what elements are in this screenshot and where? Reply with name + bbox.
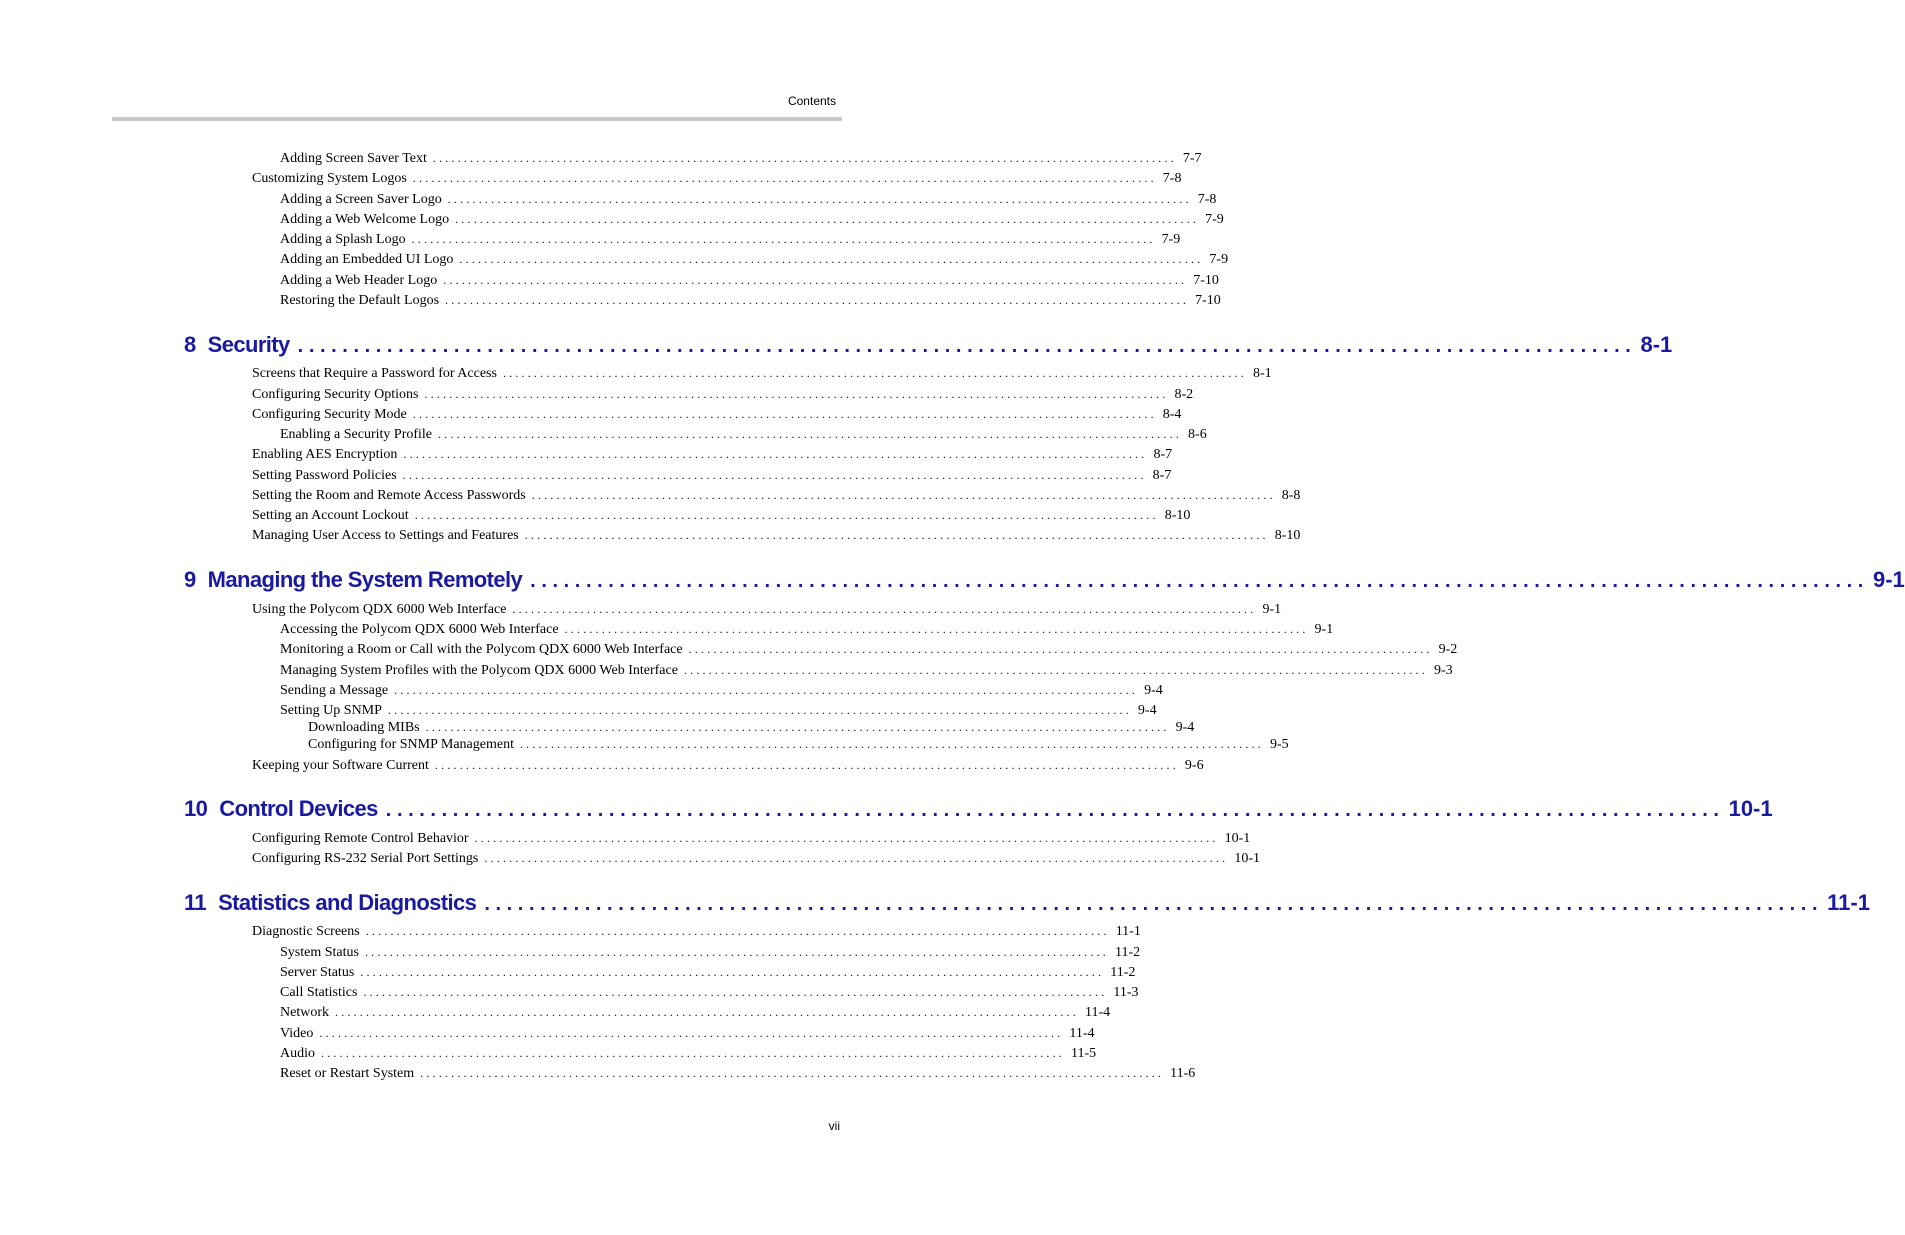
dot-leader: ........................................................................................................................ [438,427,1183,441]
toc-entry-title: Configuring Security Options [252,387,419,402]
toc-entry-page: 9-5 [1269,737,1289,752]
dot-leader: ........................................................................................................................ [297,335,1637,357]
toc-entry[interactable] [252,923,1141,940]
toc-entry-title: Video [280,1026,314,1041]
chapter-heading-10[interactable] [184,796,1773,823]
toc-entry-page: 9-6 [1184,758,1204,773]
toc-entry-title: Configuring Remote Control Behavior [252,831,469,846]
dot-leader: ........................................................................................................................ [519,737,1264,751]
dot-leader: ........................................................................................................................ [363,985,1108,999]
toc-entry-title: Restoring the Default Logos [280,293,440,308]
toc-entry-title: Managing System Profiles with the Polycom QDX 6000 Web Interface [280,663,678,678]
dot-leader: ........................................................................................................................ [364,945,1109,959]
dot-leader: ........................................................................................................................ [414,508,1159,522]
toc-entry-title: Setting an Account Lockout [252,508,409,523]
toc-entry-title: Customizing System Logos [252,171,407,186]
dot-leader: ........................................................................................................................ [443,273,1188,287]
toc-entry[interactable] [280,251,1229,268]
dot-leader: ........................................................................................................................ [365,924,1110,938]
chapter-title: Statistics and Diagnostics [218,890,477,915]
toc-entry-title: Adding a Splash Logo [280,232,406,247]
dot-leader: ........................................................................................................................ [411,232,1156,246]
chapter-title: Managing the System Remotely [207,567,523,592]
dot-leader: ........................................................................................................................ [385,799,1725,821]
toc-entry-page: 7-9 [1161,232,1181,247]
toc-entry[interactable] [252,850,1261,867]
toc-entry-title: Configuring RS-232 Serial Port Settings [252,851,479,866]
toc-entry[interactable] [280,191,1217,208]
toc-entry-page: 8-10 [1274,528,1301,543]
dot-leader: ........................................................................................................................ [455,212,1200,226]
toc-entry-page: 8-8 [1281,488,1301,503]
toc-entry-title: Keeping your Software Current [252,758,429,773]
dot-leader: ........................................................................................................................ [564,622,1309,636]
chapter-heading-9[interactable] [184,567,1905,594]
chapter-page: 10-1 [1728,796,1773,821]
toc-entry[interactable] [308,736,1289,753]
toc-entry[interactable] [280,1045,1097,1062]
dot-leader: ........................................................................................................................ [434,758,1179,772]
dot-leader: ........................................................................................................................ [319,1026,1064,1040]
dot-leader: ........................................................................................................................ [484,893,1824,915]
toc-entry-page: 10-1 [1234,851,1261,866]
chapter-title: Security [207,332,290,357]
toc-entry[interactable] [280,272,1219,289]
toc-entry-page: 7-10 [1193,273,1219,288]
toc-entry-title: Adding a Web Header Logo [280,273,438,288]
toc-entry-page: 7-7 [1182,151,1202,166]
toc-entry[interactable] [280,702,1157,719]
chapter-page: 11-1 [1827,890,1870,915]
toc-entry-page: 8-7 [1153,447,1173,462]
toc-entry-page: 7-9 [1209,252,1229,267]
toc-entry[interactable] [280,682,1163,699]
toc-entry-title: Accessing the Polycom QDX 6000 Web Interface [280,622,559,637]
toc-entry-title: Downloading MIBs [308,720,420,735]
toc-entry-title: System Status [280,945,359,960]
toc-entry-title: Screens that Require a Password for Access [252,366,497,381]
chapter-number: 11 [184,890,207,915]
dot-leader: ........................................................................................................................ [394,683,1139,697]
toc-entry-page: 11-2 [1114,945,1141,960]
toc-entry[interactable] [252,170,1182,187]
dot-leader: ........................................................................................................................ [524,528,1269,542]
dot-leader: ........................................................................................................................ [387,703,1132,717]
toc-entry[interactable] [252,406,1182,423]
toc-entry[interactable] [280,426,1207,443]
toc-entry-title: Network [280,1005,329,1020]
chapter-number: 10 [184,796,208,821]
toc-entry[interactable] [252,487,1301,504]
dot-leader: ........................................................................................................................ [484,851,1229,865]
toc-entry[interactable] [252,507,1191,524]
toc-entry-page: 8-7 [1152,468,1172,483]
toc-entry-page: 9-1 [1314,622,1334,637]
toc-entry-title: Enabling a Security Profile [280,427,433,442]
chapter-number: 9 [184,567,196,592]
toc-entry-page: 9-3 [1433,663,1453,678]
toc-entry-title: Adding a Web Welcome Logo [280,212,450,227]
chapter-page: 8-1 [1640,332,1673,357]
dot-leader: ........................................................................................................................ [412,171,1157,185]
dot-leader: ........................................................................................................................ [459,252,1204,266]
chapter-heading-8[interactable] [184,332,1673,359]
toc-entry-title: Sending a Message [280,683,389,698]
toc-entry-title: Server Status [280,965,355,980]
toc-entry[interactable] [252,830,1251,847]
toc-entry-title: Call Statistics [280,985,358,1000]
toc-entry-page: 11-4 [1085,1005,1111,1020]
dot-leader: ........................................................................................................................ [412,407,1157,421]
toc-entry-page: 9-4 [1137,703,1157,718]
toc-entry-page: 11-2 [1110,965,1136,980]
toc-entry-page: 7-8 [1162,171,1182,186]
toc-entry-title: Setting the Room and Remote Access Passwords [252,488,526,503]
chapter-title: Control Devices [219,796,378,821]
toc-entry-page: 8-6 [1188,427,1207,442]
dot-leader: ........................................................................................................................ [688,642,1433,656]
toc-entry-page: 7-10 [1195,293,1221,308]
chapter-heading-11[interactable] [184,890,1870,917]
toc-entry-title: Setting Up SNMP [280,703,382,718]
toc-entry[interactable] [280,231,1181,248]
toc-entry-title: Configuring for SNMP Management [308,737,514,752]
dot-leader: ........................................................................................................................ [432,151,1177,165]
toc-entry-title: Setting Password Policies [252,468,397,483]
dot-leader: ........................................................................................................................ [321,1046,1065,1060]
toc-entry-title: Using the Polycom QDX 6000 Web Interface [252,602,507,617]
toc-entry-title: Monitoring a Room or Call with the Polycom QDX 6000 Web Interface [280,642,683,657]
toc-entry[interactable] [280,150,1202,167]
running-header: Contents [787,94,836,108]
toc-entry-page: 7-8 [1197,192,1217,207]
toc-entry-title: Audio [280,1046,315,1061]
toc-entry[interactable] [280,1065,1196,1082]
toc-entry-title: Configuring Security Mode [252,407,407,422]
toc-entry[interactable] [252,527,1301,544]
toc-entry-page: 8-4 [1162,407,1182,422]
toc-entry-page: 7-9 [1205,212,1224,227]
toc-entry-page: 11-6 [1170,1066,1196,1081]
toc-entry[interactable] [280,641,1458,658]
toc-entry-page: 11-5 [1071,1046,1097,1061]
toc-entry[interactable] [280,621,1334,638]
toc-entry-page: 8-10 [1164,508,1191,523]
chapter-number: 8 [184,332,196,357]
dot-leader: ........................................................................................................................ [683,663,1428,677]
toc-entry-title: Managing User Access to Settings and Features [252,528,519,543]
dot-leader: ........................................................................................................................ [402,468,1147,482]
toc-entry-title: Reset or Restart System [280,1066,415,1081]
toc-entry[interactable] [280,984,1139,1001]
toc-entry-page: 8-2 [1174,387,1194,402]
toc-entry-page: 9-4 [1144,683,1163,698]
toc-entry-title: Diagnostic Screens [252,924,360,939]
toc-entry[interactable] [280,292,1221,309]
toc-entry-title: Enabling AES Encryption [252,447,398,462]
chapter-page: 9-1 [1872,567,1905,592]
toc-entry[interactable] [280,662,1453,679]
dot-leader: ........................................................................................................................ [531,488,1276,502]
dot-leader: ........................................................................................................................ [512,602,1257,616]
toc-entry-title: Adding Screen Saver Text [280,151,427,166]
toc-entry[interactable] [280,1004,1111,1021]
dot-leader: ........................................................................................................................ [403,447,1148,461]
toc-entry[interactable] [280,1025,1095,1042]
toc-entry[interactable] [252,365,1272,382]
toc-entry-page: 9-4 [1175,720,1195,735]
toc-entry[interactable] [280,964,1136,981]
toc-entry-page: 9-1 [1262,602,1282,617]
toc-entry[interactable] [280,211,1224,228]
toc-entry[interactable] [252,757,1204,774]
page-number: vii [828,1119,840,1133]
dot-leader: ........................................................................................................................ [447,192,1192,206]
dot-leader: ........................................................................................................................ [360,965,1105,979]
toc-entry-page: 11-4 [1069,1026,1095,1041]
toc-entry[interactable] [308,719,1195,736]
dot-leader: ........................................................................................................................ [502,366,1247,380]
toc-entry[interactable] [280,944,1141,961]
dot-leader: ........................................................................................................................ [474,831,1219,845]
header-divider [112,117,842,121]
toc-entry-page: 11-1 [1115,924,1141,939]
toc-entry[interactable] [252,446,1173,463]
dot-leader: ........................................................................................................................ [530,570,1869,592]
dot-leader: ........................................................................................................................ [335,1005,1079,1019]
toc-entry[interactable] [252,601,1282,618]
dot-leader: ........................................................................................................................ [425,720,1170,734]
toc-entry-page: 11-3 [1113,985,1139,1000]
toc-entry-title: Adding a Screen Saver Logo [280,192,442,207]
toc-entry[interactable] [252,467,1172,484]
toc-entry-title: Adding an Embedded UI Logo [280,252,454,267]
dot-leader: ........................................................................................................................ [420,1066,1165,1080]
dot-leader: ........................................................................................................................ [424,387,1169,401]
toc-entry-page: 10-1 [1224,831,1251,846]
toc-entry-page: 9-2 [1438,642,1458,657]
toc-entry[interactable] [252,386,1194,403]
dot-leader: ........................................................................................................................ [445,293,1190,307]
toc-entry-page: 8-1 [1252,366,1272,381]
